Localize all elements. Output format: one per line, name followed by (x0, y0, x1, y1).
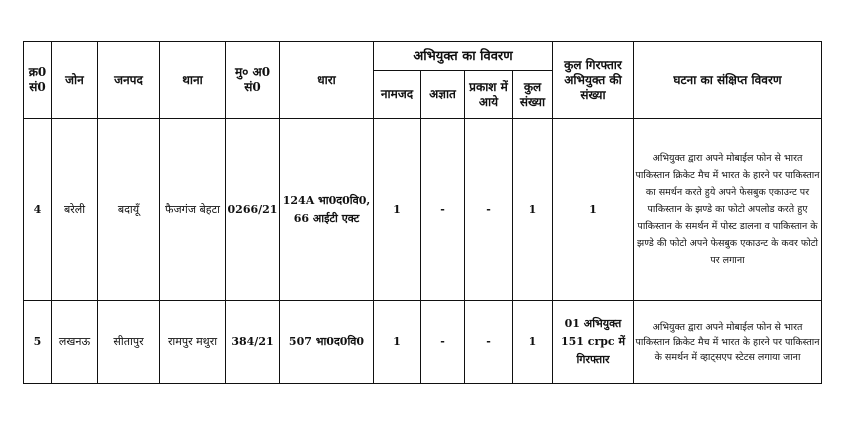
table-row (24, 119, 822, 301)
header-zone: जोन (52, 42, 98, 119)
header-total-arrested: कुल गिरफ्तार अभियुक्त की संख्या (553, 42, 634, 119)
header-serial: क्र0 सं0 (24, 42, 52, 119)
cell-description: अभियुक्त द्वारा अपने मोबाईल फोन से भारत पाकिस्तान क्रिकेट मैच में भारत के हारने पर पाकिस्तान का समर्थन करते हुये अपने फेसबुक एकाउन्ट पर पाकिस्तान के झण्डे का फोटो अपलोड करते हुए पाकिस्तान के समर्थन में पोस्ट डालना व पाकिस्तान के झण्डे की फोटो अपने फेसबुक एकाउन्ट के कवर फोटो पर लगाना (634, 119, 822, 301)
cell-arrested: 1 (553, 119, 634, 301)
cell-section: 124A भा0द0वि0, 66 आईटी एक्ट (280, 119, 374, 301)
header-came-to-light: प्रकाश में आये (465, 71, 513, 119)
fir-table (23, 41, 822, 384)
cell-district: सीतापुर (98, 301, 160, 384)
cell-arrested: 01 अभियुक्त 151 crpc में गिरफ्तार (553, 301, 634, 384)
cell-unknown: - (421, 119, 465, 301)
cell-section: 507 भा0द0वि0 (280, 301, 374, 384)
header-police-station: थाना (160, 42, 226, 119)
cell-came-to-light: - (465, 119, 513, 301)
cell-total: 1 (513, 301, 553, 384)
cell-total: 1 (513, 119, 553, 301)
header-district: जनपद (98, 42, 160, 119)
cell-police-station: रामपुर मथुरा (160, 301, 226, 384)
cell-description: अभियुक्त द्वारा अपने मोबाईल फोन से भारत पाकिस्तान क्रिकेट मैच में भारत के हारने पर पाकिस्तान के समर्थन में व्हाट्सएप स्टेटस लगाया जाना (634, 301, 822, 384)
header-section: धारा (280, 42, 374, 119)
header-case-no: मु० अ0 सं0 (226, 42, 280, 119)
cell-case-no: 384/21 (226, 301, 280, 384)
cell-zone: बरेली (52, 119, 98, 301)
header-unknown: अज्ञात (421, 71, 465, 119)
cell-district: बदायूँ (98, 119, 160, 301)
header-accused-details: अभियुक्त का विवरण (374, 42, 553, 71)
cell-named: 1 (374, 301, 421, 384)
cell-police-station: फैजगंज बेहटा (160, 119, 226, 301)
header-named: नामजद (374, 71, 421, 119)
cell-named: 1 (374, 119, 421, 301)
cell-case-no: 0266/21 (226, 119, 280, 301)
header-total: कुल संख्या (513, 71, 553, 119)
cell-serial: 4 (24, 119, 52, 301)
cell-serial: 5 (24, 301, 52, 384)
header-brief: घटना का संक्षिप्त विवरण (634, 42, 822, 119)
table-row (24, 301, 822, 384)
cell-zone: लखनऊ (52, 301, 98, 384)
cell-came-to-light: - (465, 301, 513, 384)
cell-unknown: - (421, 301, 465, 384)
